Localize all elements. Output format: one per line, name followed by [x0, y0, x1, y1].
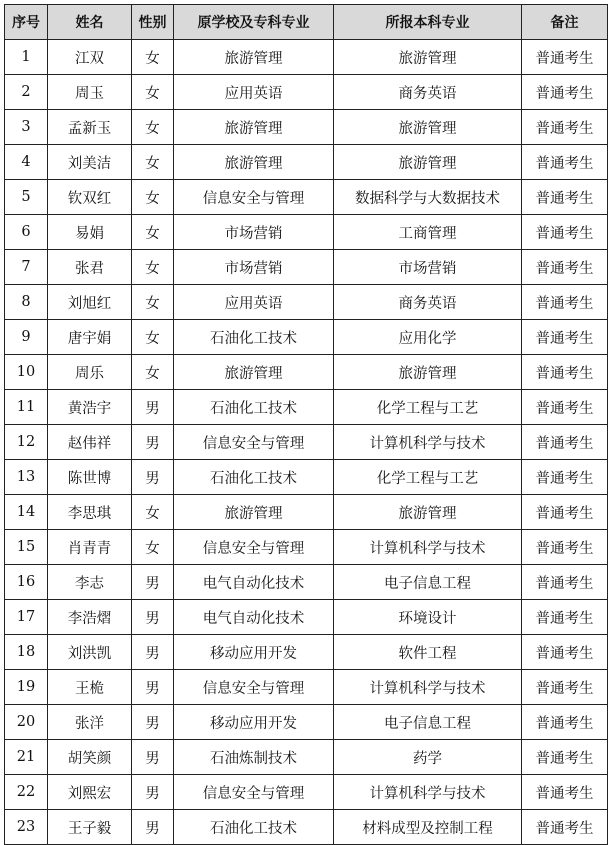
table-row [5, 565, 608, 600]
gender-cell: 女 [132, 180, 174, 215]
gender-cell: 男 [132, 460, 174, 495]
table-row [5, 110, 608, 145]
remarks-cell: 普通考生 [522, 355, 608, 390]
name-cell: 李浩熠 [48, 600, 132, 635]
gender-cell: 女 [132, 145, 174, 180]
gender-cell: 女 [132, 215, 174, 250]
gender-cell: 女 [132, 110, 174, 145]
original-major-cell: 石油炼制技术 [174, 740, 334, 775]
original-major-cell: 旅游管理 [174, 40, 334, 75]
student-roster-table [4, 4, 608, 845]
table-row [5, 530, 608, 565]
original-major-cell: 信息安全与管理 [174, 180, 334, 215]
remarks-cell: 普通考生 [522, 285, 608, 320]
remarks-cell: 普通考生 [522, 40, 608, 75]
name-cell: 刘洪凯 [48, 635, 132, 670]
serial-number-cell: 7 [5, 250, 48, 285]
name-cell: 唐宇娟 [48, 320, 132, 355]
serial-number-cell: 18 [5, 635, 48, 670]
table-body [5, 40, 608, 845]
serial-number-cell: 23 [5, 810, 48, 845]
remarks-cell: 普通考生 [522, 460, 608, 495]
applied-major-cell: 电子信息工程 [334, 705, 522, 740]
serial-number-cell: 4 [5, 145, 48, 180]
serial-number-cell: 19 [5, 670, 48, 705]
table-row [5, 425, 608, 460]
remarks-cell: 普通考生 [522, 775, 608, 810]
serial-number-cell: 6 [5, 215, 48, 250]
table-row [5, 40, 608, 75]
gender-cell: 女 [132, 320, 174, 355]
table-header [5, 5, 608, 40]
table-row [5, 250, 608, 285]
applied-major-cell: 计算机科学与技术 [334, 775, 522, 810]
applied-major-cell: 药学 [334, 740, 522, 775]
serial-number-cell: 3 [5, 110, 48, 145]
applied-major-cell: 商务英语 [334, 75, 522, 110]
header-row [5, 5, 608, 40]
original-major-cell: 应用英语 [174, 285, 334, 320]
name-cell: 黄浩宇 [48, 390, 132, 425]
name-cell: 肖青青 [48, 530, 132, 565]
gender-cell: 女 [132, 355, 174, 390]
name-cell: 王子毅 [48, 810, 132, 845]
applied-major-cell: 工商管理 [334, 215, 522, 250]
table-row [5, 145, 608, 180]
table-row [5, 75, 608, 110]
original-major-cell: 旅游管理 [174, 355, 334, 390]
remarks-cell: 普通考生 [522, 565, 608, 600]
remarks-cell: 普通考生 [522, 390, 608, 425]
original-major-cell: 旅游管理 [174, 110, 334, 145]
name-cell: 胡笑颜 [48, 740, 132, 775]
remarks-cell: 普通考生 [522, 670, 608, 705]
applied-major-cell: 旅游管理 [334, 40, 522, 75]
remarks-cell: 普通考生 [522, 75, 608, 110]
table-row [5, 180, 608, 215]
original-major-cell: 电气自动化技术 [174, 565, 334, 600]
serial-number-cell: 2 [5, 75, 48, 110]
remarks-cell: 普通考生 [522, 145, 608, 180]
original-major-cell: 石油化工技术 [174, 460, 334, 495]
name-cell: 王桅 [48, 670, 132, 705]
applied-major-cell: 材料成型及控制工程 [334, 810, 522, 845]
name-cell: 孟新玉 [48, 110, 132, 145]
table-row [5, 495, 608, 530]
serial-number-cell: 5 [5, 180, 48, 215]
name-cell: 李思琪 [48, 495, 132, 530]
remarks-cell: 普通考生 [522, 810, 608, 845]
header-name: 姓名 [48, 5, 132, 40]
name-cell: 钦双红 [48, 180, 132, 215]
name-cell: 李志 [48, 565, 132, 600]
table-row [5, 810, 608, 845]
remarks-cell: 普通考生 [522, 425, 608, 460]
name-cell: 刘美洁 [48, 145, 132, 180]
applied-major-cell: 计算机科学与技术 [334, 425, 522, 460]
gender-cell: 男 [132, 775, 174, 810]
gender-cell: 男 [132, 810, 174, 845]
remarks-cell: 普通考生 [522, 495, 608, 530]
gender-cell: 男 [132, 600, 174, 635]
applied-major-cell: 电子信息工程 [334, 565, 522, 600]
name-cell: 张洋 [48, 705, 132, 740]
table-row [5, 600, 608, 635]
remarks-cell: 普通考生 [522, 635, 608, 670]
serial-number-cell: 21 [5, 740, 48, 775]
table-row [5, 670, 608, 705]
gender-cell: 男 [132, 705, 174, 740]
original-major-cell: 移动应用开发 [174, 635, 334, 670]
name-cell: 刘旭红 [48, 285, 132, 320]
serial-number-cell: 22 [5, 775, 48, 810]
header-serial-number: 序号 [5, 5, 48, 40]
original-major-cell: 信息安全与管理 [174, 775, 334, 810]
applied-major-cell: 计算机科学与技术 [334, 670, 522, 705]
serial-number-cell: 16 [5, 565, 48, 600]
name-cell: 周乐 [48, 355, 132, 390]
serial-number-cell: 1 [5, 40, 48, 75]
gender-cell: 女 [132, 40, 174, 75]
name-cell: 江双 [48, 40, 132, 75]
gender-cell: 男 [132, 425, 174, 460]
applied-major-cell: 市场营销 [334, 250, 522, 285]
applied-major-cell: 化学工程与工艺 [334, 460, 522, 495]
table-row [5, 460, 608, 495]
name-cell: 张君 [48, 250, 132, 285]
table-row [5, 740, 608, 775]
serial-number-cell: 12 [5, 425, 48, 460]
name-cell: 刘熙宏 [48, 775, 132, 810]
gender-cell: 男 [132, 565, 174, 600]
remarks-cell: 普通考生 [522, 530, 608, 565]
gender-cell: 女 [132, 75, 174, 110]
gender-cell: 女 [132, 285, 174, 320]
remarks-cell: 普通考生 [522, 215, 608, 250]
remarks-cell: 普通考生 [522, 705, 608, 740]
original-major-cell: 石油化工技术 [174, 810, 334, 845]
name-cell: 赵伟祥 [48, 425, 132, 460]
applied-major-cell: 数据科学与大数据技术 [334, 180, 522, 215]
gender-cell: 女 [132, 250, 174, 285]
original-major-cell: 信息安全与管理 [174, 530, 334, 565]
table-row [5, 390, 608, 425]
applied-major-cell: 计算机科学与技术 [334, 530, 522, 565]
original-major-cell: 移动应用开发 [174, 705, 334, 740]
applied-major-cell: 旅游管理 [334, 110, 522, 145]
serial-number-cell: 8 [5, 285, 48, 320]
applied-major-cell: 应用化学 [334, 320, 522, 355]
original-major-cell: 石油化工技术 [174, 320, 334, 355]
applied-major-cell: 环境设计 [334, 600, 522, 635]
table-row [5, 635, 608, 670]
serial-number-cell: 17 [5, 600, 48, 635]
remarks-cell: 普通考生 [522, 740, 608, 775]
remarks-cell: 普通考生 [522, 180, 608, 215]
applied-major-cell: 旅游管理 [334, 495, 522, 530]
applied-major-cell: 软件工程 [334, 635, 522, 670]
header-remarks: 备注 [522, 5, 608, 40]
gender-cell: 男 [132, 670, 174, 705]
header-applied-major: 所报本科专业 [334, 5, 522, 40]
header-gender: 性别 [132, 5, 174, 40]
serial-number-cell: 15 [5, 530, 48, 565]
remarks-cell: 普通考生 [522, 600, 608, 635]
original-major-cell: 信息安全与管理 [174, 670, 334, 705]
gender-cell: 女 [132, 495, 174, 530]
serial-number-cell: 9 [5, 320, 48, 355]
original-major-cell: 旅游管理 [174, 495, 334, 530]
remarks-cell: 普通考生 [522, 320, 608, 355]
applied-major-cell: 化学工程与工艺 [334, 390, 522, 425]
applied-major-cell: 旅游管理 [334, 355, 522, 390]
serial-number-cell: 14 [5, 495, 48, 530]
header-original-major: 原学校及专科专业 [174, 5, 334, 40]
gender-cell: 女 [132, 530, 174, 565]
name-cell: 周玉 [48, 75, 132, 110]
applied-major-cell: 商务英语 [334, 285, 522, 320]
table-row [5, 355, 608, 390]
table-row [5, 320, 608, 355]
original-major-cell: 应用英语 [174, 75, 334, 110]
gender-cell: 男 [132, 740, 174, 775]
original-major-cell: 石油化工技术 [174, 390, 334, 425]
serial-number-cell: 10 [5, 355, 48, 390]
remarks-cell: 普通考生 [522, 110, 608, 145]
name-cell: 易娟 [48, 215, 132, 250]
original-major-cell: 旅游管理 [174, 145, 334, 180]
remarks-cell: 普通考生 [522, 250, 608, 285]
applied-major-cell: 旅游管理 [334, 145, 522, 180]
original-major-cell: 市场营销 [174, 250, 334, 285]
original-major-cell: 信息安全与管理 [174, 425, 334, 460]
table-row [5, 705, 608, 740]
table-row [5, 215, 608, 250]
original-major-cell: 电气自动化技术 [174, 600, 334, 635]
original-major-cell: 市场营销 [174, 215, 334, 250]
serial-number-cell: 11 [5, 390, 48, 425]
name-cell: 陈世博 [48, 460, 132, 495]
table-row [5, 285, 608, 320]
serial-number-cell: 13 [5, 460, 48, 495]
table-row [5, 775, 608, 810]
gender-cell: 男 [132, 635, 174, 670]
gender-cell: 男 [132, 390, 174, 425]
serial-number-cell: 20 [5, 705, 48, 740]
